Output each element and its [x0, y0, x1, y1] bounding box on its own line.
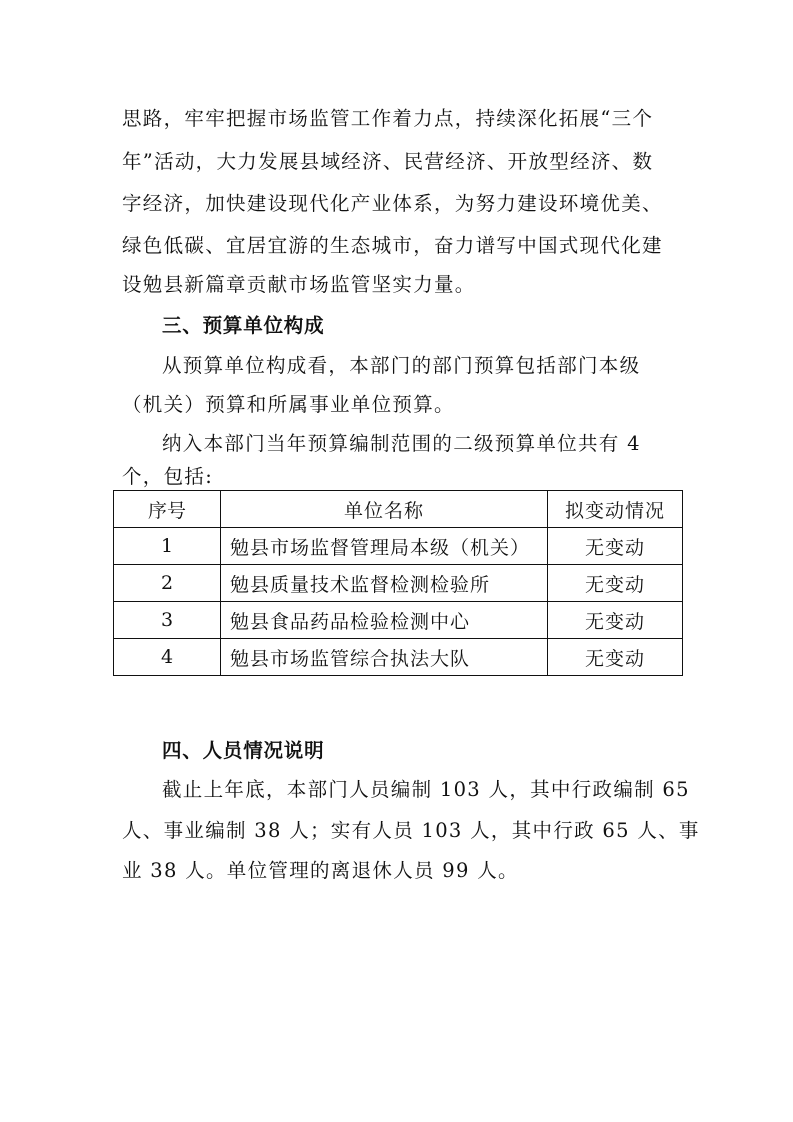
column-header-change-status: 拟变动情况: [548, 491, 683, 528]
paragraph-line: 从预算单位构成看，本部门的部门预算包括部门本级: [162, 354, 641, 377]
row-index: 2: [114, 565, 221, 602]
table-row: [114, 565, 683, 602]
budget-units-table: [113, 490, 683, 676]
table-row: [114, 639, 683, 676]
row-index: 4: [114, 639, 221, 676]
row-unit-name: 勉县食品药品检验检测中心: [221, 602, 548, 639]
paragraph-line: 思路，牢牢把握市场监管工作着力点，持续深化拓展“三个: [122, 107, 654, 130]
row-unit-name: 勉县质量技术监督检测检验所: [221, 565, 548, 602]
row-unit-name: 勉县市场监督管理局本级（机关）: [221, 528, 548, 565]
table-header-row: [114, 491, 683, 528]
paragraph-line: 业 38 人。单位管理的离退休人员 99 人。: [122, 859, 519, 882]
row-unit-name: 勉县市场监管综合执法大队: [221, 639, 548, 676]
row-change-status: 无变动: [548, 528, 683, 565]
paragraph-line: 截止上年底，本部门人员编制 103 人，其中行政编制 65: [162, 778, 690, 801]
row-change-status: 无变动: [548, 565, 683, 602]
paragraph-line: 绿色低碳、宜居宜游的生态城市，奋力谱写中国式现代化建: [122, 234, 663, 257]
paragraph-line: 字经济，加快建设现代化产业体系，为努力建设环境优美、: [122, 192, 663, 215]
section-heading-staffing: 四、人员情况说明: [162, 739, 325, 762]
row-index: 3: [114, 602, 221, 639]
column-header-unit-name: 单位名称: [221, 491, 548, 528]
paragraph-line: （机关）预算和所属事业单位预算。: [122, 393, 455, 416]
row-change-status: 无变动: [548, 639, 683, 676]
paragraph-line: 纳入本部门当年预算编制范围的二级预算单位共有 4: [162, 432, 641, 455]
paragraph-line: 人、事业编制 38 人；实有人员 103 人，其中行政 65 人、事: [122, 819, 700, 842]
paragraph-line: 设勉县新篇章贡献市场监管坚实力量。: [122, 273, 476, 296]
row-index: 1: [114, 528, 221, 565]
column-header-index: 序号: [114, 491, 221, 528]
row-change-status: 无变动: [548, 602, 683, 639]
paragraph-line: 个，包括:: [122, 465, 214, 488]
paragraph-line: 年”活动，大力发展县域经济、民营经济、开放型经济、数: [122, 150, 654, 173]
section-heading-budget-units: 三、预算单位构成: [162, 314, 325, 337]
table-row: [114, 528, 683, 565]
table-row: [114, 602, 683, 639]
